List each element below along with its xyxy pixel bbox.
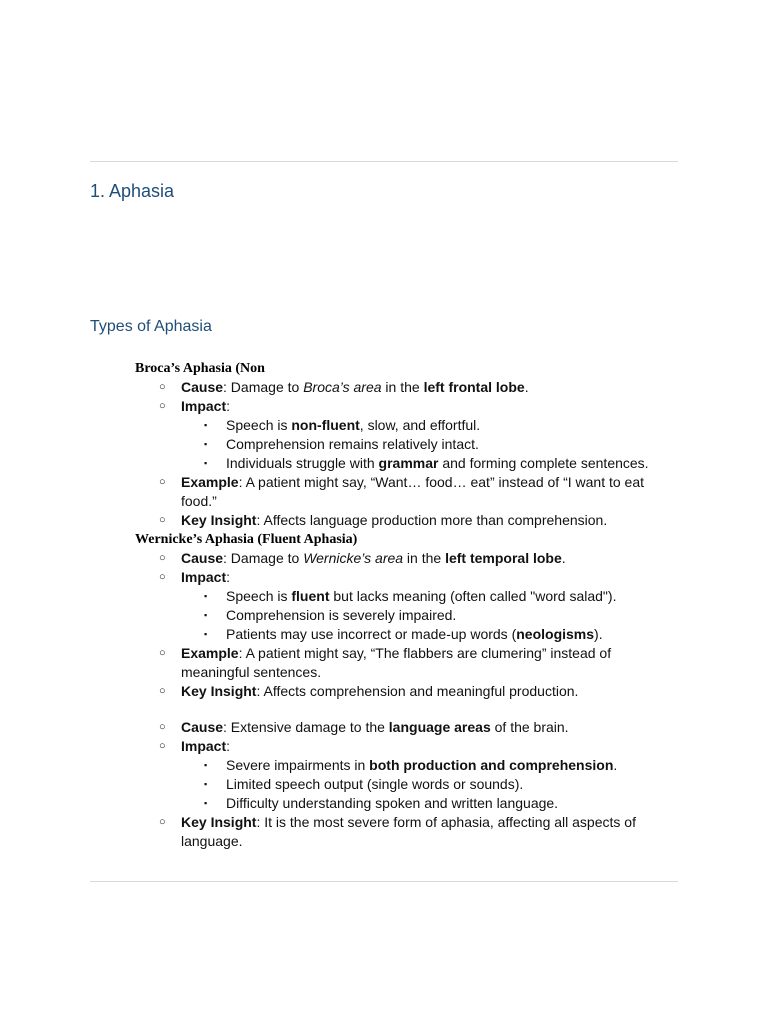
square-bullet-icon: ▪ [204, 420, 208, 430]
top-divider [90, 161, 678, 162]
wernicke-title: Wernicke’s Aphasia (Fluent Aphasia) [135, 532, 358, 547]
page-heading: 1. Aphasia [90, 181, 175, 201]
square-bullet-icon: ▪ [204, 629, 208, 639]
circle-bullet-icon: ○ [159, 514, 166, 526]
circle-bullet-icon: ○ [159, 571, 166, 583]
broca-cause: ○ Cause: Damage to Broca’s area in the left frontal lobe. [159, 379, 529, 395]
broca-impact-item: ▪ Speech is non-fluent, slow, and effortful. [204, 417, 481, 433]
circle-bullet-icon: ○ [159, 552, 166, 564]
broca-impact: ○ Impact: [159, 398, 231, 414]
global-key-insight: ○ Key Insight: It is the most severe form of aphasia, affecting all aspects of language. [159, 814, 636, 849]
circle-bullet-icon: ○ [159, 816, 166, 828]
section-heading: Types of Aphasia [90, 318, 212, 335]
global-cause: ○ Cause: Extensive damage to the language areas of the brain. [159, 719, 569, 735]
global-impact-item: ▪ Difficulty understanding spoken and written language. [204, 795, 559, 811]
circle-bullet-icon: ○ [159, 740, 166, 752]
wernicke-impact-item: ▪ Speech is fluent but lacks meaning (often called "word salad"). [204, 588, 617, 604]
aphasia-types-content [0, 359, 768, 851]
circle-bullet-icon: ○ [159, 400, 166, 412]
circle-bullet-icon: ○ [159, 476, 166, 488]
broca-title: Broca’s Aphasia (Non [135, 361, 265, 376]
square-bullet-icon: ▪ [204, 439, 208, 449]
wernicke-impact-item: ▪ Patients may use incorrect or made-up words (neologisms). [204, 626, 603, 642]
square-bullet-icon: ▪ [204, 591, 208, 601]
broca-impact-item: ▪ Individuals struggle with grammar and forming complete sentences. [204, 455, 649, 471]
global-impact: ○ Impact: [159, 738, 231, 754]
wernicke-example: ○ Example: A patient might say, “The flabbers are clumering” instead of meaningful sentences. [159, 645, 612, 680]
global-impact-item: ▪ Limited speech output (single words or sounds). [204, 776, 524, 792]
broca-key-insight: ○ Key Insight: Affects language production more than comprehension. [159, 512, 608, 528]
square-bullet-icon: ▪ [204, 779, 208, 789]
square-bullet-icon: ▪ [204, 798, 208, 808]
bottom-divider [90, 881, 678, 882]
circle-bullet-icon: ○ [159, 381, 166, 393]
square-bullet-icon: ▪ [204, 760, 208, 770]
circle-bullet-icon: ○ [159, 647, 166, 659]
wernicke-cause: ○ Cause: Damage to Wernicke’s area in the left temporal lobe. [159, 550, 566, 566]
broca-impact-item: ▪ Comprehension remains relatively intact. [204, 436, 479, 452]
square-bullet-icon: ▪ [204, 610, 208, 620]
section-gap [0, 701, 768, 718]
broca-example: ○ Example: A patient might say, “Want… food… eat” instead of “I want to eat food.” [159, 474, 645, 509]
wernicke-key-insight: ○ Key Insight: Affects comprehension and meaningful production. [159, 683, 579, 699]
global-impact-item: ▪ Severe impairments in both production and comprehension. [204, 757, 618, 773]
circle-bullet-icon: ○ [159, 685, 166, 697]
wernicke-impact: ○ Impact: [159, 569, 231, 585]
circle-bullet-icon: ○ [159, 721, 166, 733]
square-bullet-icon: ▪ [204, 458, 208, 468]
wernicke-impact-item: ▪ Comprehension is severely impaired. [204, 607, 457, 623]
